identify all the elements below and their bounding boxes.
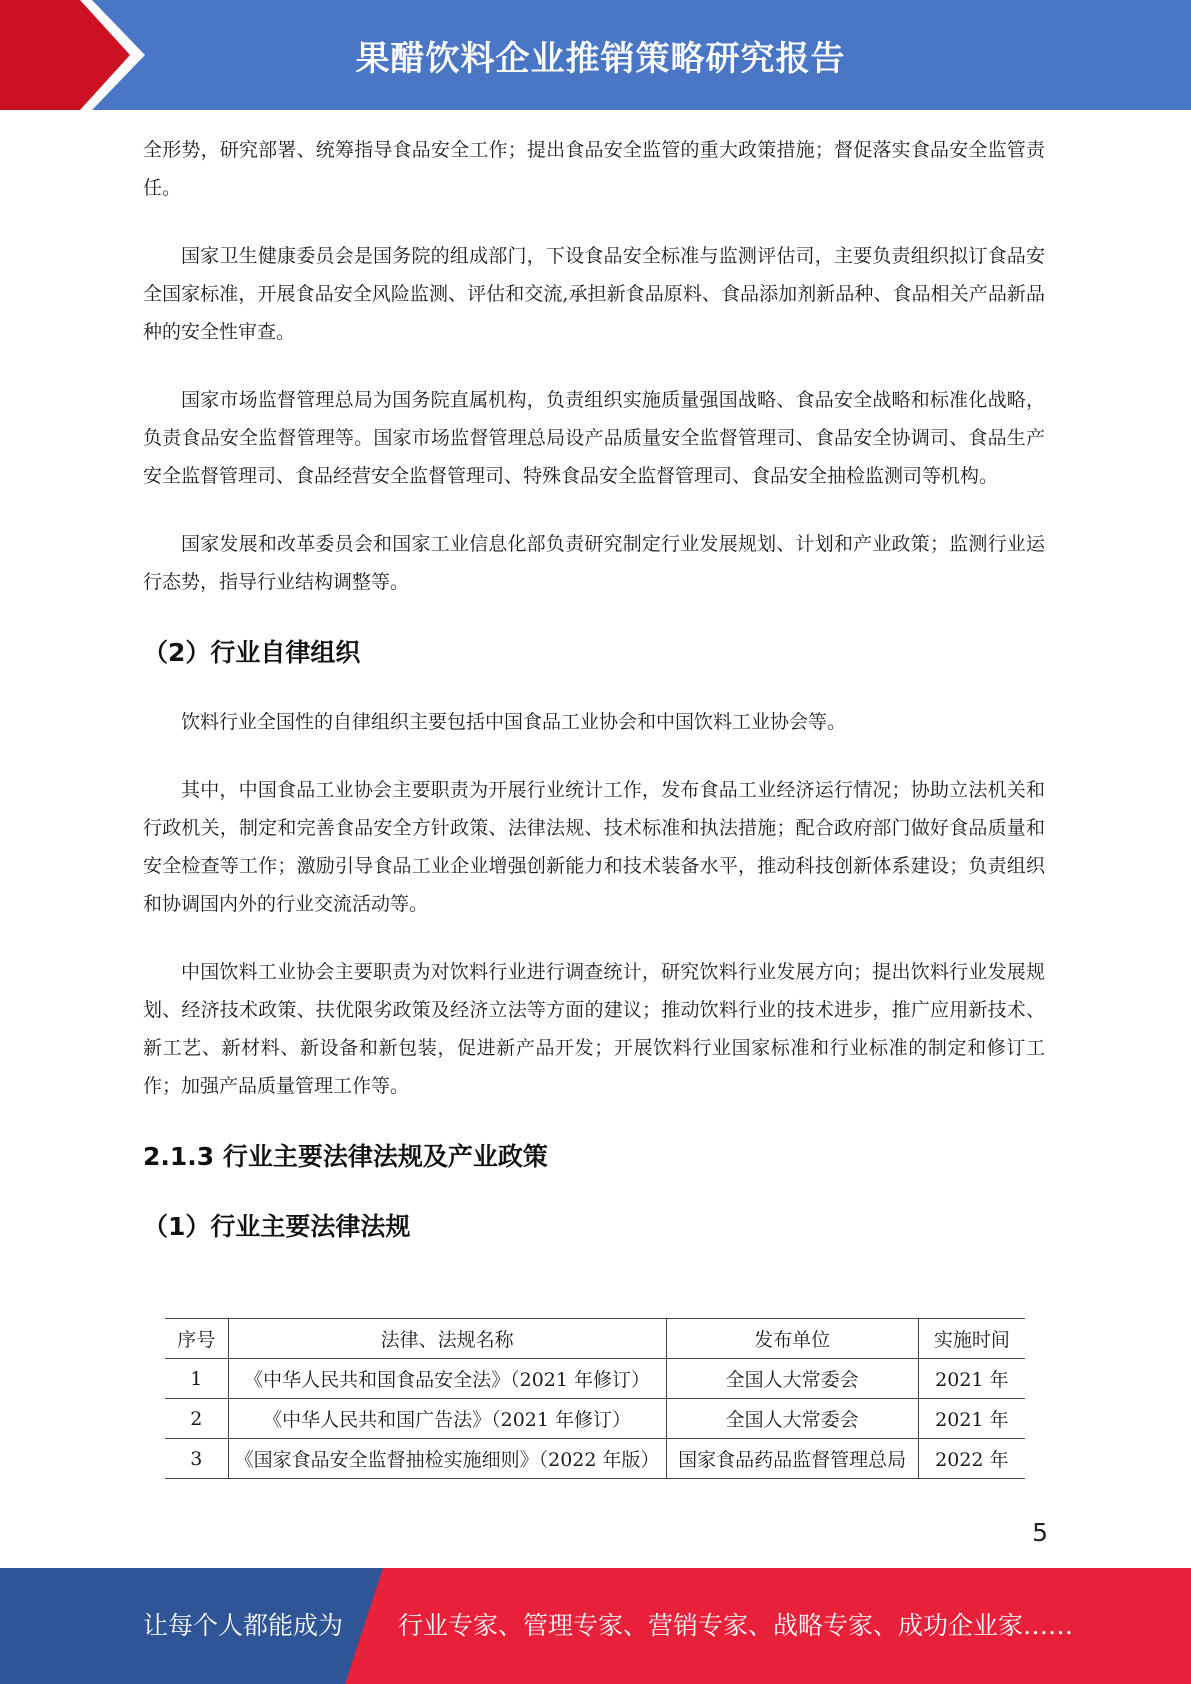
column-header: 序号	[165, 1319, 228, 1359]
table-cell: 2021 年	[918, 1359, 1025, 1399]
header-bar	[0, 0, 1191, 110]
paragraph: 饮料行业全国性的自律组织主要包括中国食品工业协会和中国饮料工业协会等。	[181, 711, 847, 733]
footer-banner	[0, 1568, 1191, 1684]
law-table-container	[160, 1318, 1040, 1486]
paragraph: 全形势，研究部署、统筹指导食品安全工作；提出食品安全监管的重大政策措施；督促落实食品安全监管责任。	[143, 139, 1045, 199]
table-cell: 1	[165, 1359, 228, 1399]
paragraph: 中国饮料工业协会主要职责为对饮料行业进行调查统计，研究饮料行业发展方向；提出饮料行业发展规划、经济技术政策、扶优限劣政策及经济立法等方面的建议；推动饮料行业的技术进步，推广应用新技术、新工艺、新材料、新设备和新包装，促进新产品开发；开展饮料行业国家标准和行业标准的制定和修订工作；加强产品质量管理工作等。	[143, 961, 1045, 1097]
column-header: 发布单位	[666, 1319, 918, 1359]
table-cell: 3	[165, 1439, 228, 1479]
section-heading: 2.1.3 行业主要法律法规及产业政策	[143, 1142, 548, 1171]
paragraph: 其中，中国食品工业协会主要职责为开展行业统计工作，发布食品工业经济运行情况；协助立法机关和行政机关，制定和完善食品安全方针政策、法律法规、技术标准和执法措施；配合政府部门做好食品质量和安全检查等工作；激励引导食品工业企业增强创新能力和技术装备水平，推动科技创新体系建设；负责组织和协调国内外的行业交流活动等。	[143, 779, 1045, 915]
table-row	[165, 1359, 1025, 1399]
footer-slogan-left: 让每个人都能成为	[143, 1611, 344, 1640]
table-cell: 全国人大常委会	[666, 1399, 918, 1439]
table-cell: 2	[165, 1399, 228, 1439]
report-title: 果醋饮料企业推销策略研究报告	[355, 38, 846, 79]
law-table	[165, 1318, 1025, 1479]
table-cell: 2022 年	[918, 1439, 1025, 1479]
page-content	[143, 131, 1045, 1243]
column-header: 实施时间	[918, 1319, 1025, 1359]
paragraph: 国家市场监督管理总局为国务院直属机构，负责组织实施质量强国战略、食品安全战略和标准化战略，负责食品安全监督管理等。国家市场监督管理总局设产品质量安全监督管理司、食品安全协调司、食品生产安全监督管理司、食品经营安全监督管理司、特殊食品安全监督管理司、食品安全抽检监测司等机构。	[143, 389, 1045, 487]
table-cell: 2021 年	[918, 1399, 1025, 1439]
paragraph: 国家发展和改革委员会和国家工业信息化部负责研究制定行业发展规划、计划和产业政策；监测行业运行态势，指导行业结构调整等。	[143, 533, 1045, 593]
footer-slogan-right: 行业专家、管理专家、营销专家、战略专家、成功企业家……	[398, 1611, 1074, 1640]
table-cell: 《中华人民共和国广告法》（2021 年修订）	[228, 1399, 666, 1439]
table-cell: 国家食品药品监督管理总局	[666, 1439, 918, 1479]
table-cell: 《中华人民共和国食品安全法》（2021 年修订）	[228, 1359, 666, 1399]
column-header: 法律、法规名称	[228, 1319, 666, 1359]
subheading-laws: （1）行业主要法律法规	[143, 1212, 411, 1241]
table-header-row	[165, 1319, 1025, 1359]
table-row	[165, 1439, 1025, 1479]
table-cell: 《国家食品安全监督抽检实施细则》（2022 年版）	[228, 1439, 666, 1479]
subheading-self-regulation: （2）行业自律组织	[143, 638, 361, 667]
page-number: 5	[1032, 1518, 1048, 1547]
paragraph: 国家卫生健康委员会是国务院的组成部门，下设食品安全标准与监测评估司，主要负责组织拟订食品安全国家标准，开展食品安全风险监测、评估和交流,承担新食品原料、食品添加剂新品种、食品相关产品新品种的安全性审查。	[143, 245, 1045, 343]
table-row	[165, 1399, 1025, 1439]
table-cell: 全国人大常委会	[666, 1359, 918, 1399]
